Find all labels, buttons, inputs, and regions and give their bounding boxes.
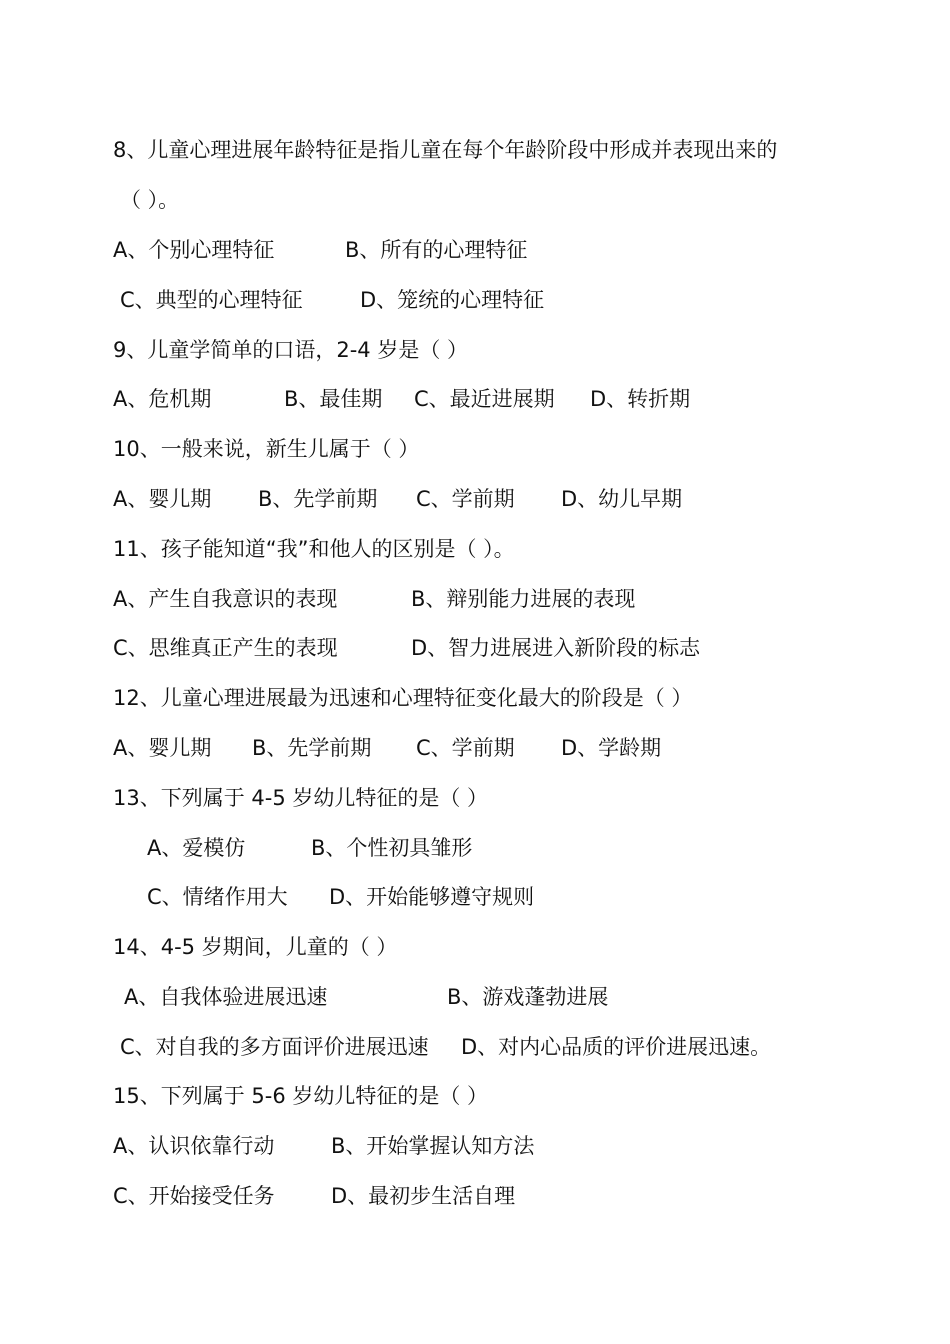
- question-10-text: 10、一般来说，新生儿属于（ ）: [113, 437, 420, 461]
- question-15-text: 15、下列属于 5-6 岁幼儿特征的是（ ）: [113, 1084, 489, 1108]
- question-15-option-a: A、认识依靠行动: [113, 1134, 275, 1158]
- question-12-option-d: D、学龄期: [561, 736, 662, 760]
- question-11-text: 11、孩子能知道“我”和他人的区别是（ ）。: [113, 537, 515, 561]
- question-14-option-c: C、对自我的多方面评价进展迅速: [120, 1035, 429, 1059]
- question-10-option-d: D、幼儿早期: [561, 487, 683, 511]
- question-14-option-b: B、游戏蓬勃进展: [447, 985, 609, 1009]
- question-15-option-b: B、开始掌握认知方法: [331, 1134, 535, 1158]
- question-15-option-d: D、最初步生活自理: [331, 1184, 516, 1208]
- question-15-option-c: C、开始接受任务: [113, 1184, 275, 1208]
- question-9-option-a: A、危机期: [113, 387, 212, 411]
- question-14-option-d: D、对内心品质的评价进展迅速。: [461, 1035, 772, 1059]
- question-11-option-d: D、智力进展进入新阶段的标志: [411, 636, 701, 660]
- question-12-option-b: B、先学前期: [252, 736, 372, 760]
- question-12-text: 12、儿童心理进展最为迅速和心理特征变化最大的阶段是（ ）: [113, 686, 693, 710]
- question-12-option-a: A、婴儿期: [113, 736, 212, 760]
- question-8-continuation: （ ）。: [120, 188, 180, 212]
- question-14-text: 14、4-5 岁期间，儿童的（ ）: [113, 935, 398, 959]
- question-10-option-a: A、婴儿期: [113, 487, 212, 511]
- question-13-option-d: D、开始能够遵守规则: [329, 885, 535, 909]
- question-9-option-b: B、最佳期: [284, 387, 383, 411]
- question-13-text: 13、下列属于 4-5 岁幼儿特征的是（ ）: [113, 786, 489, 810]
- question-11-option-a: A、产生自我意识的表现: [113, 587, 338, 611]
- question-13-option-b: B、个性初具雏形: [311, 836, 473, 860]
- question-8-option-a: A、个别心理特征: [113, 238, 275, 262]
- question-10-option-b: B、先学前期: [258, 487, 378, 511]
- question-8-option-c: C、典型的心理特征: [120, 288, 303, 312]
- question-9-option-d: D、转折期: [590, 387, 691, 411]
- question-8-option-d: D、笼统的心理特征: [360, 288, 545, 312]
- question-12-option-c: C、学前期: [416, 736, 515, 760]
- question-9-text: 9、儿童学简单的口语，2-4 岁是（ ）: [113, 338, 469, 362]
- question-11-option-b: B、辩别能力进展的表现: [411, 587, 636, 611]
- question-9-option-c: C、最近进展期: [414, 387, 555, 411]
- question-13-option-c: C、情绪作用大: [147, 885, 288, 909]
- question-13-option-a: A、爱模仿: [147, 836, 246, 860]
- question-14-option-a: A、自我体验进展迅速: [124, 985, 328, 1009]
- question-8-option-b: B、所有的心理特征: [345, 238, 528, 262]
- question-11-option-c: C、思维真正产生的表现: [113, 636, 338, 660]
- question-10-option-c: C、学前期: [416, 487, 515, 511]
- question-8-text: 8、儿童心理进展年龄特征是指儿童在每个年龄阶段中形成并表现出来的: [113, 138, 778, 162]
